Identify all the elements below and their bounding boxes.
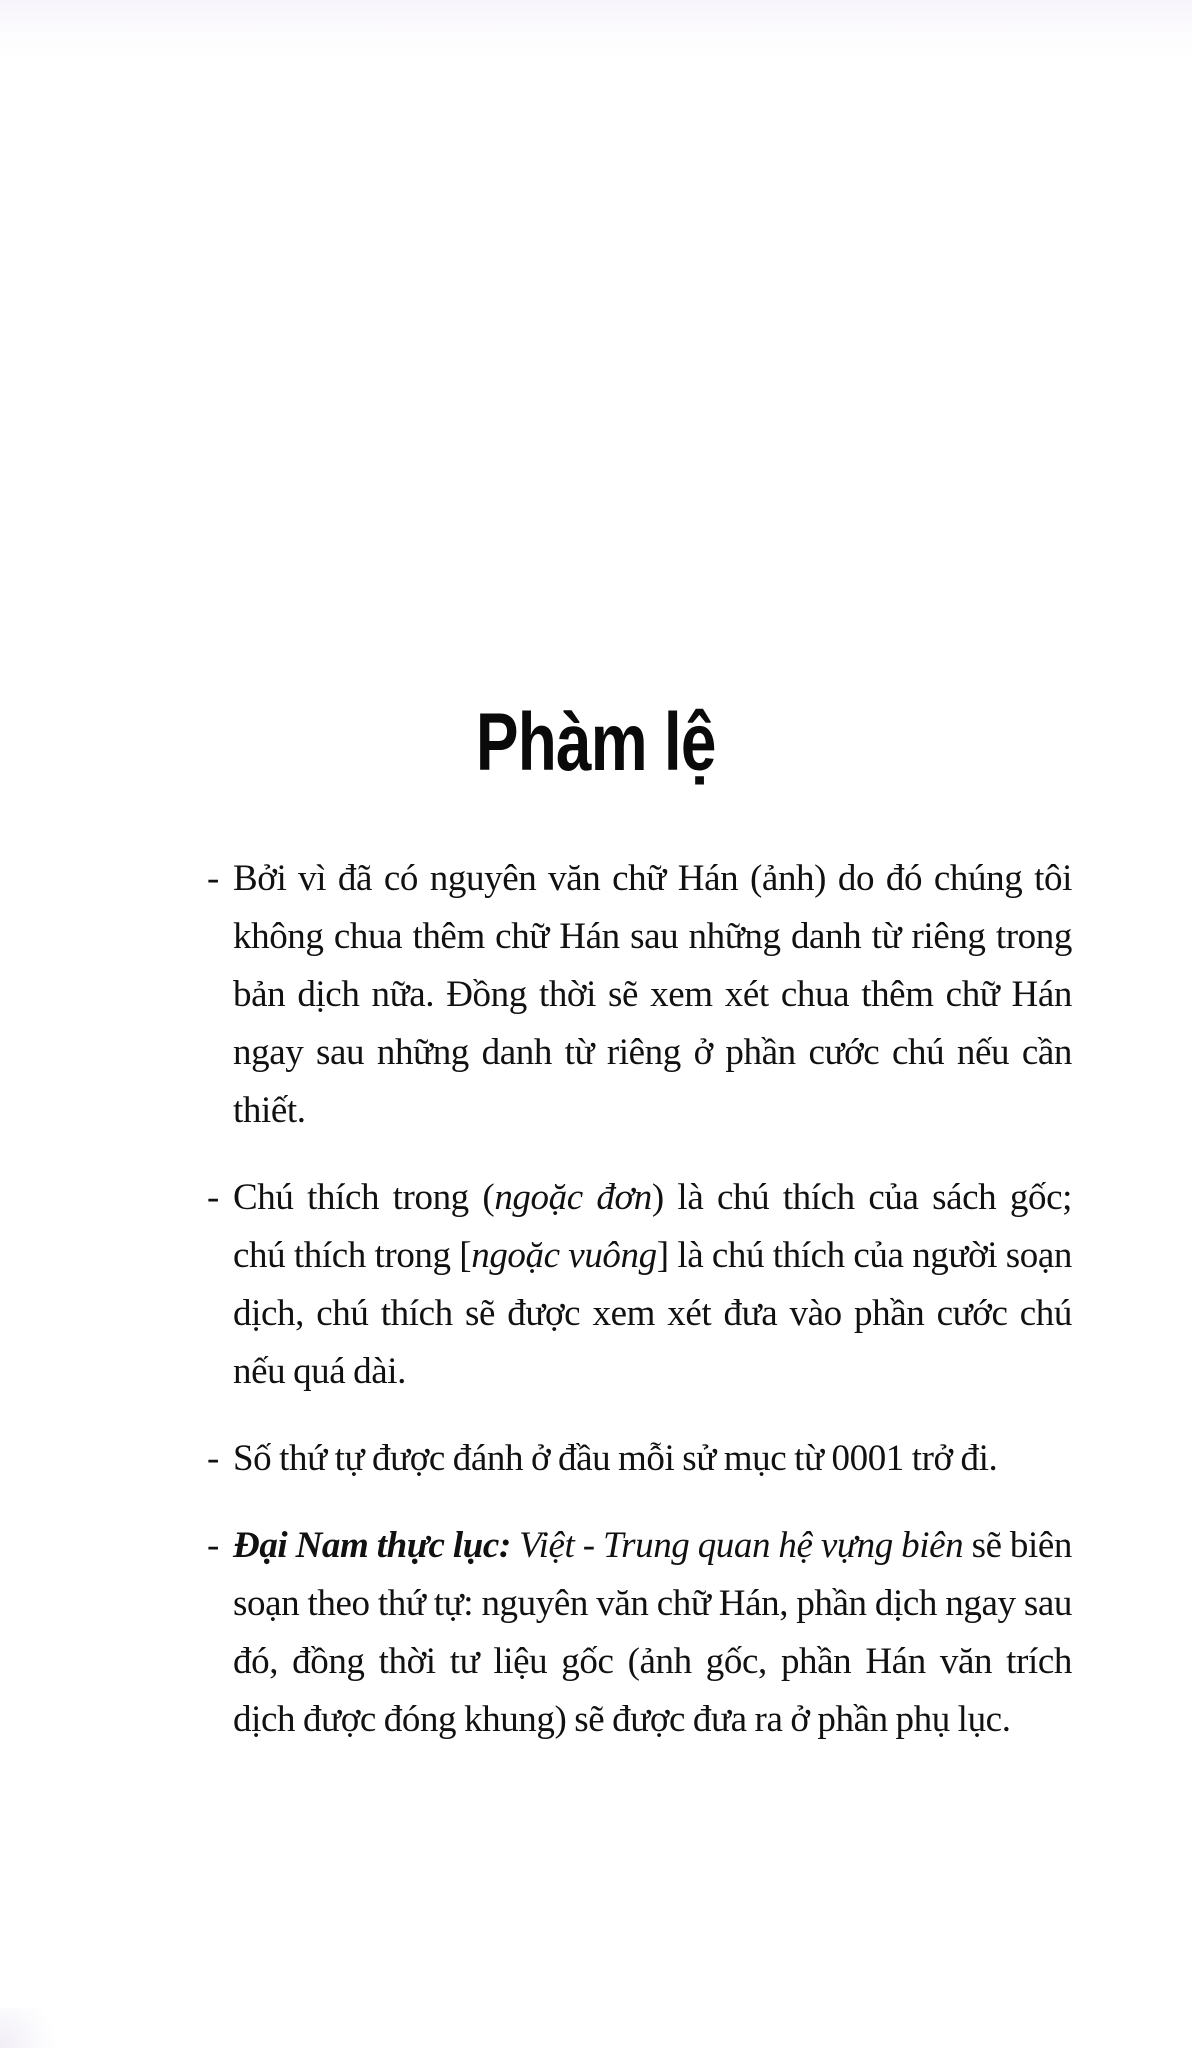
item-text: Chú thích trong ( [233, 1177, 495, 1218]
item-text: Bởi vì đã có nguyên văn chữ Hán (ảnh) do đó chúng tôi không chua thêm chữ Hán sau những danh từ riêng trong bản dịch nữa. Đồng thời sẽ xem xét chua thêm chữ Hán ngay sau những danh từ riêng ở phần cước chú nếu cần thiết. [233, 858, 1072, 1131]
item-text-italic: ngoặc vuông [471, 1235, 657, 1276]
book-title-bold-italic: Đại Nam thực lục: [233, 1525, 511, 1566]
list-item [207, 1430, 1072, 1488]
list-item [207, 1169, 1072, 1401]
rules-list [207, 850, 1072, 1778]
book-subtitle-italic: Việt - Trung quan hệ vựng biên [510, 1525, 964, 1566]
item-text: ] là chú thích của người soạn dịch, chú thích sẽ được xem xét đưa vào phần cước chú nếu quá dài. [233, 1235, 1072, 1392]
bullet-dash: - [207, 1525, 219, 1566]
item-text: Số thứ tự được đánh ở đầu mỗi sử mục từ 0001 trở đi. [233, 1438, 998, 1479]
bullet-dash: - [207, 1438, 219, 1479]
page-corner-tint [0, 2008, 60, 2048]
item-text-italic: ngoặc đơn [494, 1177, 652, 1218]
bullet-dash: - [207, 1177, 219, 1218]
item-text: ) là chú thích của sách gốc; chú thích trong [ [233, 1177, 1072, 1276]
page-edge-tint [0, 0, 1192, 60]
page-title-text: Phàm lệ [476, 696, 716, 788]
page-title [0, 695, 1192, 791]
list-item [207, 850, 1072, 1140]
bullet-dash: - [207, 858, 219, 899]
list-item [207, 1517, 1072, 1749]
item-text: sẽ biên soạn theo thứ tự: nguyên văn chữ Hán, phần dịch ngay sau đó, đồng thời tư liệu gốc (ảnh gốc, phần Hán văn trích dịch được đóng khung) sẽ được đưa ra ở phần phụ lục. [233, 1525, 1073, 1740]
